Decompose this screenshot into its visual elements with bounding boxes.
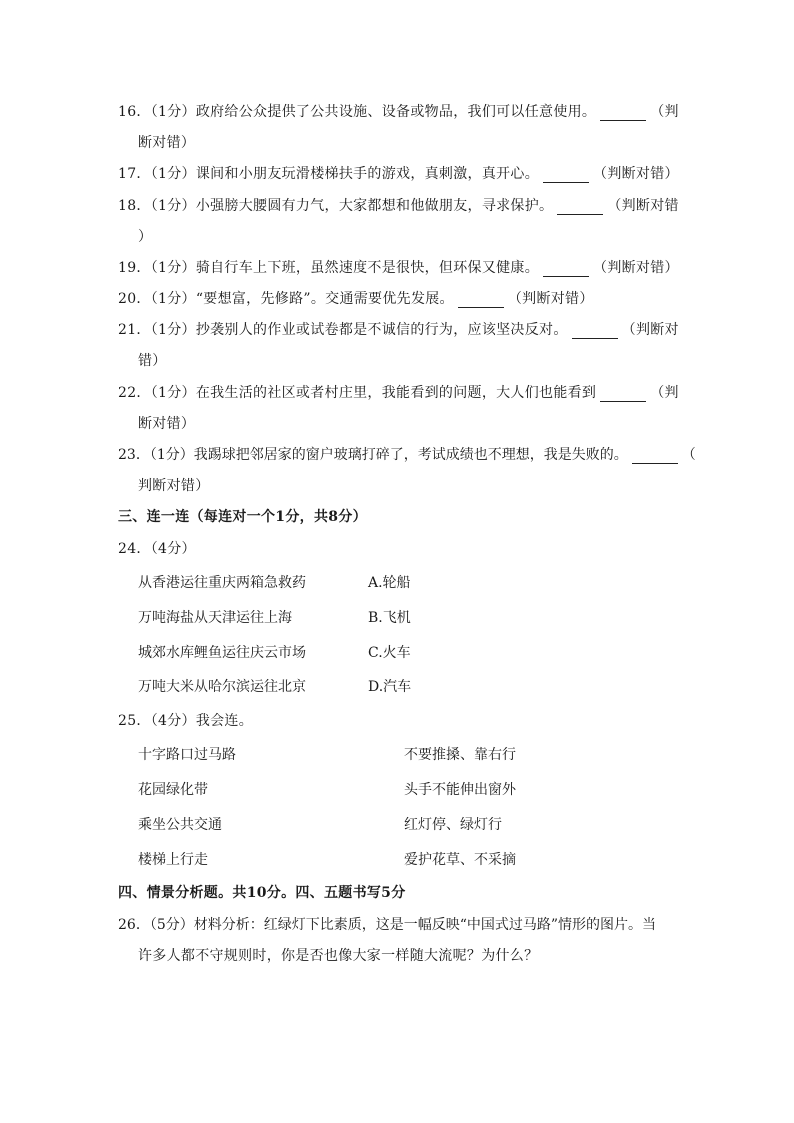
- answer-blank[interactable]: [543, 168, 589, 183]
- answer-blank[interactable]: [600, 387, 646, 402]
- answer-blank[interactable]: [543, 262, 589, 277]
- judge-hint: （判断对错: [607, 198, 679, 214]
- question-26-continuation: 许多人都不守规则时，你是否也像大家一样随大流呢？为什么？: [138, 948, 539, 964]
- answer-blank[interactable]: [632, 449, 678, 464]
- judge-hint: （判: [650, 385, 679, 401]
- question-21-continuation: 错）: [138, 353, 167, 369]
- question-18: [118, 197, 678, 215]
- section-3-title: 三、连一连（每连对一个1分，共8分）: [118, 509, 367, 525]
- question-17: [118, 165, 678, 183]
- question-number: 17．（1分）: [118, 166, 196, 182]
- question-20: [118, 290, 678, 308]
- question-24-header: 24．（4分）: [118, 541, 196, 557]
- question-16: [118, 103, 678, 121]
- judge-hint: （判断对: [621, 322, 679, 338]
- question-text: 政府给公众提供了公共设施、设备或物品，我们可以任意使用。: [195, 104, 597, 120]
- match-item-left[interactable]: 万吨海盐从天津运往上海: [138, 610, 292, 626]
- question-text: 小强膀大腰圆有力气，大家都想和他做朋友，寻求保护。: [195, 198, 554, 214]
- judge-hint: （判: [650, 104, 679, 120]
- question-26-text: 26．（5分）材料分析：红绿灯下比素质，这是一幅反映“中国式过马路”情形的图片。当: [118, 917, 657, 933]
- question-number: 18．（1分）: [118, 198, 196, 214]
- question-text: 课间和小朋友玩滑楼梯扶手的游戏，真刺激，真开心。: [195, 166, 540, 182]
- answer-blank[interactable]: [600, 106, 646, 121]
- match-item-right[interactable]: 不要推搡、靠右行: [404, 747, 516, 763]
- match-item-left[interactable]: 从香港运往重庆两箱急救药: [138, 575, 306, 591]
- question-18-continuation: ）: [138, 229, 153, 245]
- question-number: 19．（1分）: [118, 260, 196, 276]
- question-text: 我踢球把邻居家的窗户玻璃打碎了，考试成绩也不理想，我是失败的。: [193, 447, 628, 463]
- match-item-right[interactable]: 头手不能伸出窗外: [404, 782, 516, 798]
- answer-blank[interactable]: [572, 324, 618, 339]
- judge-hint: （判断对错）: [593, 166, 679, 182]
- question-number: 20．（1分）: [118, 291, 196, 307]
- question-23-continuation: 判断对错）: [138, 478, 210, 494]
- answer-blank[interactable]: [557, 200, 603, 215]
- judge-hint: （: [681, 447, 696, 463]
- question-number: 23．（1分）: [118, 447, 194, 463]
- match-item-right[interactable]: B.飞机: [368, 610, 411, 626]
- question-19: [118, 259, 678, 277]
- match-item-left[interactable]: 十字路口过马路: [138, 747, 236, 763]
- match-item-left[interactable]: 花园绿化带: [138, 782, 208, 798]
- judge-hint: （判断对错）: [593, 260, 679, 276]
- match-item-right[interactable]: D.汽车: [368, 679, 412, 695]
- match-item-left[interactable]: 万吨大米从哈尔滨运往北京: [138, 679, 306, 695]
- match-item-left[interactable]: 乘坐公共交通: [138, 817, 222, 833]
- match-item-right[interactable]: 红灯停、绿灯行: [404, 817, 502, 833]
- question-text: “要想富，先修路”。交通需要优先发展。: [195, 291, 454, 307]
- section-4-title: 四、情景分析题。共10分。四、五题书写5分: [118, 885, 406, 901]
- question-21: [118, 321, 678, 339]
- judge-hint: （判断对错）: [507, 291, 594, 307]
- question-16-continuation: 断对错）: [138, 135, 196, 151]
- question-22-continuation: 断对错）: [138, 416, 196, 432]
- question-23: [118, 446, 696, 464]
- match-item-right[interactable]: A.轮船: [368, 575, 411, 591]
- answer-blank[interactable]: [458, 293, 504, 308]
- question-number: 16．（1分）: [118, 104, 196, 120]
- question-number: 22．（1分）: [118, 385, 196, 401]
- match-item-left[interactable]: 城郊水库鲤鱼运往庆云市场: [138, 645, 306, 661]
- question-text: 在我生活的社区或者村庄里，我能看到的问题，大人们也能看到: [195, 385, 597, 401]
- question-text: 抄袭别人的作业或试卷都是不诚信的行为，应该坚决反对。: [195, 322, 568, 338]
- match-item-right[interactable]: 爱护花草、不采摘: [404, 852, 516, 868]
- match-item-left[interactable]: 楼梯上行走: [138, 852, 208, 868]
- question-number: 21．（1分）: [118, 322, 196, 338]
- question-text: 骑自行车上下班，虽然速度不是很快，但环保又健康。: [195, 260, 540, 276]
- question-25-header: 25．（4分）我会连。: [118, 713, 254, 729]
- question-22: [118, 384, 678, 402]
- match-item-right[interactable]: C.火车: [368, 645, 411, 661]
